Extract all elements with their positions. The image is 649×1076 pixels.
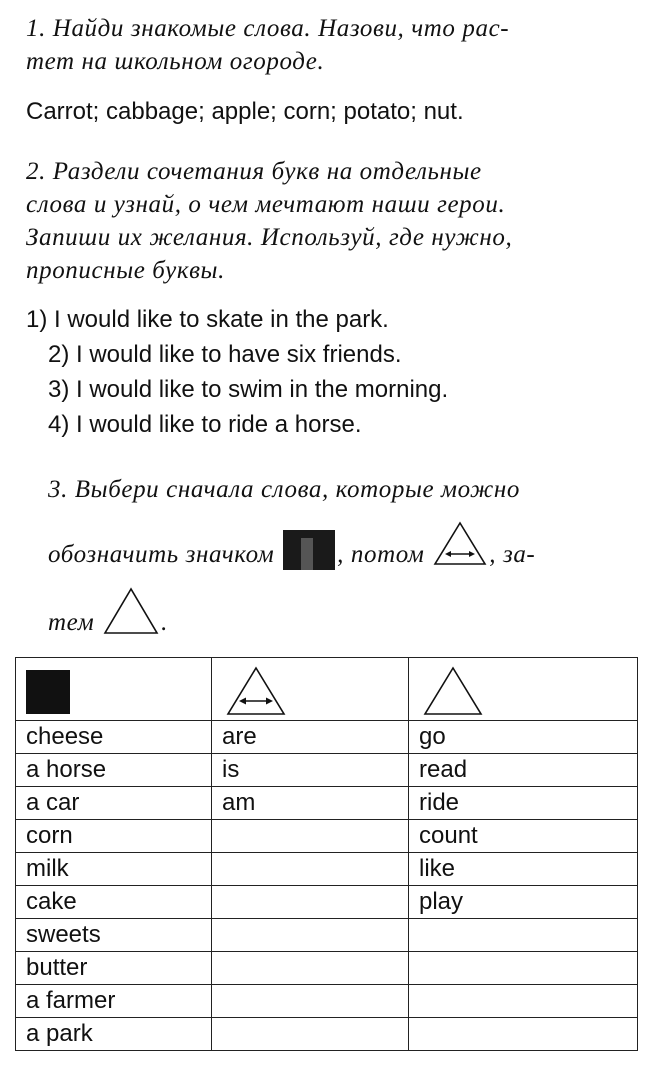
task2-instruction: 2. Раздели сочетания букв на отдельные слова и узнай, о чем мечтают наши герои. Запиши их желания. Используй, где нужно, прописные буквы. (26, 158, 513, 284)
table-row (16, 952, 638, 985)
table-header-row (16, 658, 638, 721)
table-cell-verb: play (409, 886, 638, 919)
table-cell-be-verb (212, 985, 409, 1018)
table-cell-noun: cheese (16, 721, 212, 754)
triangle-icon (421, 665, 485, 717)
table-cell-noun: a farmer (16, 985, 212, 1018)
table-row (16, 721, 638, 754)
task3-line-1: 3. Выбери сначала слова, которые можно (48, 476, 521, 503)
table-row (16, 820, 638, 853)
task2-answer-1: 1) I would like to skate in the park. (26, 306, 389, 333)
table-cell-be-verb (212, 1018, 409, 1051)
table-cell-be-verb: are (212, 721, 409, 754)
table-cell-noun: sweets (16, 919, 212, 952)
table-row (16, 919, 638, 952)
table-cell-verb: ride (409, 787, 638, 820)
table-cell-noun: cake (16, 886, 212, 919)
task3-line-2-start: обозначить значком (48, 541, 282, 568)
task3-line-2 (48, 520, 643, 571)
table-cell-be-verb: am (212, 787, 409, 820)
table-cell-noun: butter (16, 952, 212, 985)
task3-line-3-end: . (161, 609, 168, 636)
table-cell-be-verb (212, 919, 409, 952)
task2-answer-3: 3) I would like to swim in the morning. (48, 376, 449, 403)
table-cell-noun: milk (16, 853, 212, 886)
table-cell-be-verb: is (212, 754, 409, 787)
table-cell-verb: count (409, 820, 638, 853)
table-cell-verb: like (409, 853, 638, 886)
task2-answer-2: 2) I would like to have six friends. (48, 341, 402, 368)
table-cell-verb (409, 952, 638, 985)
table-body (16, 721, 638, 1051)
table-cell-be-verb (212, 886, 409, 919)
table-cell-verb (409, 919, 638, 952)
table-cell-be-verb (212, 853, 409, 886)
triangle-with-arrow-icon (431, 520, 489, 568)
header-cell-nouns (16, 658, 212, 721)
table-cell-be-verb (212, 952, 409, 985)
table-cell-noun: a park (16, 1018, 212, 1051)
table-cell-be-verb (212, 820, 409, 853)
task2-answer-4: 4) I would like to ride a horse. (48, 411, 362, 438)
table-cell-verb (409, 1018, 638, 1051)
table-row (16, 787, 638, 820)
header-cell-verbs (409, 658, 638, 721)
table-row (16, 985, 638, 1018)
task1-instruction: 1. Найди знакомые слова. Назови, что рас- тет на школьном огороде. (26, 15, 510, 75)
header-cell-be-verbs (212, 658, 409, 721)
triangle-with-arrow-icon (224, 665, 288, 717)
table-cell-verb (409, 985, 638, 1018)
table-row (16, 754, 638, 787)
task1-answer: Carrot; cabbage; apple; corn; potato; nut. (26, 98, 464, 125)
task3-line-2-middle: , потом (337, 541, 432, 568)
words-table (15, 657, 638, 1051)
table-cell-verb: read (409, 754, 638, 787)
triangle-icon (101, 586, 161, 636)
table-row (16, 886, 638, 919)
table-row (16, 1018, 638, 1051)
task3-line-3 (48, 586, 643, 639)
table-cell-noun: a horse (16, 754, 212, 787)
task3-line-2-end: , за- (489, 541, 536, 568)
table-cell-verb: go (409, 721, 638, 754)
table-cell-noun: corn (16, 820, 212, 853)
black-square-icon (26, 670, 70, 714)
filled-block-icon (283, 530, 335, 570)
table-row (16, 853, 638, 886)
task3-line-3-start: тем (48, 609, 102, 636)
table-cell-noun: a car (16, 787, 212, 820)
